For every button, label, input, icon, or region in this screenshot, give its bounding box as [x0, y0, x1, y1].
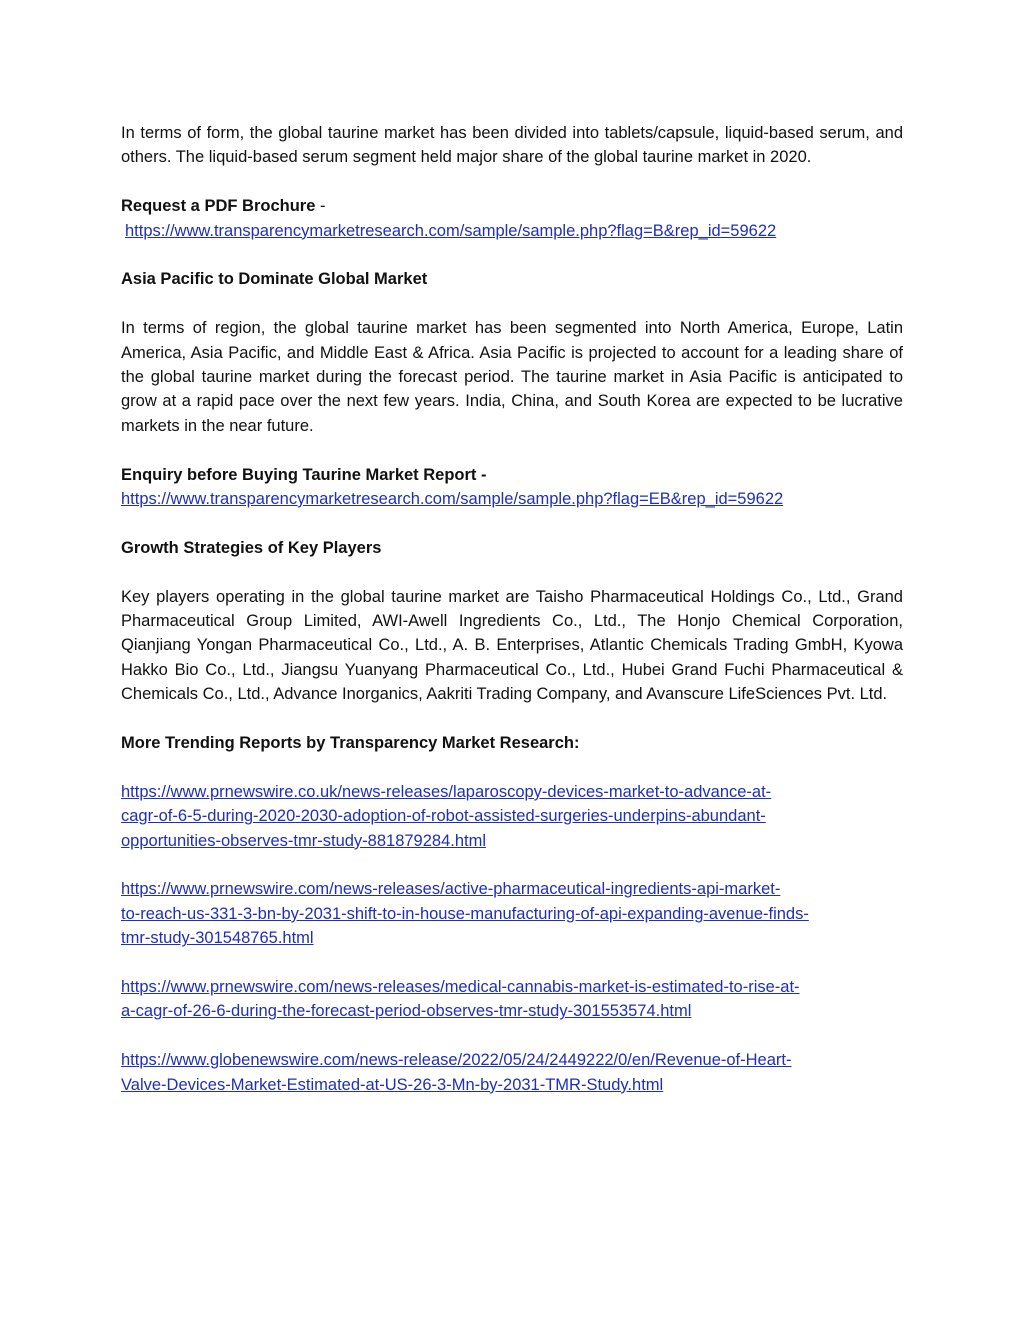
paragraph-region-segmentation: In terms of region, the global taurine market has been segmented into North America, Europe, Latin America, Asia Pacific, and Middle East & Africa. Asia Pacific is projected to account for a leading share of the global taurine market during the forecast period. The taurine market in Asia Pacific is anticipated to grow at a rapid pace over the next few years. India, China, and South Korea are expected to be lucrative markets in the near future. — [121, 319, 903, 435]
spacer — [121, 243, 903, 267]
spacer — [121, 755, 903, 779]
heading-trending-reports: More Trending Reports by Transparency Market Research: — [121, 734, 580, 753]
trending-report-link-4[interactable] — [121, 1048, 903, 1097]
heading-growth-strategies: Growth Strategies of Key Players — [121, 538, 382, 557]
spacer — [121, 853, 903, 877]
link-line: https://www.globenewswire.com/news-release/2022/05/24/2449222/0/en/Revenue-of-Heart- — [121, 1051, 792, 1070]
trending-report-link-2[interactable] — [121, 877, 903, 950]
link-line: Valve-Devices-Market-Estimated-at-US-26-3-Mn-by-2031-TMR-Study.html — [121, 1075, 664, 1094]
link-line: opportunities-observes-tmr-study-881879284.html — [121, 831, 487, 850]
link-line: tmr-study-301548765.html — [121, 929, 314, 948]
link-line: https://www.prnewswire.com/news-releases/medical-cannabis-market-is-estimated-to-rise-at- — [121, 978, 800, 997]
spacer — [121, 560, 903, 584]
link-line: a-cagr-of-26-6-during-the-forecast-period-observes-tmr-study-301553574.html — [121, 1002, 692, 1021]
link-line: to-reach-us-331-3-bn-by-2031-shift-to-in-house-manufacturing-of-api-expanding-avenue-finds- — [121, 904, 809, 923]
spacer — [121, 511, 903, 535]
spacer — [121, 951, 903, 975]
link-line: cagr-of-6-5-during-2020-2030-adoption-of-robot-assisted-surgeries-underpins-abundant- — [121, 807, 766, 826]
link-line: https://www.prnewswire.com/news-releases/active-pharmaceutical-ingredients-api-market- — [121, 880, 781, 899]
trending-report-link-3[interactable] — [121, 975, 903, 1024]
enquiry-block — [121, 463, 903, 512]
enquiry-link[interactable]: https://www.transparencymarketresearch.com/sample/sample.php?flag=EB&rep_id=59622 — [121, 490, 784, 509]
spacer — [121, 170, 903, 194]
spacer — [121, 707, 903, 731]
brochure-block — [121, 194, 903, 243]
brochure-separator: - — [315, 197, 326, 216]
brochure-label: Request a PDF Brochure — [121, 197, 316, 216]
trending-report-link-1[interactable] — [121, 780, 903, 853]
spacer — [121, 1024, 903, 1048]
paragraph-key-players: Key players operating in the global taurine market are Taisho Pharmaceutical Holdings Co., Ltd., Grand Pharmaceutical Group Limited, AWI-Awell Ingredients Co., Ltd., The Honjo Chemical Corporation, Qianjiang Yongan Pharmaceutical Co., Ltd., A. B. Enterprises, Atlantic Chemicals Trading GmbH, Kyowa Hakko Bio Co., Ltd., Jiangsu Yuanyang Pharmaceutical Co., Ltd., Hubei Grand Fuchi Pharmaceutical & Chemicals Co., Ltd., Advance Inorganics, Aakriti Trading Company, and Avanscure LifeSciences Pvt. Ltd. — [121, 587, 903, 704]
heading-asia-pacific: Asia Pacific to Dominate Global Market — [121, 270, 428, 289]
spacer — [121, 292, 903, 316]
spacer — [121, 438, 903, 462]
paragraph-form-segmentation: In terms of form, the global taurine market has been divided into tablets/capsule, liquid-based serum, and others. The liquid-based serum segment held major share of the global taurine market in 2020. — [121, 124, 903, 167]
link-line: https://www.prnewswire.co.uk/news-releases/laparoscopy-devices-market-to-advance-at- — [121, 782, 772, 801]
document-page — [121, 121, 903, 1097]
brochure-link[interactable]: https://www.transparencymarketresearch.com/sample/sample.php?flag=B&rep_id=59622 — [125, 221, 777, 240]
enquiry-label: Enquiry before Buying Taurine Market Report - — [121, 465, 487, 484]
